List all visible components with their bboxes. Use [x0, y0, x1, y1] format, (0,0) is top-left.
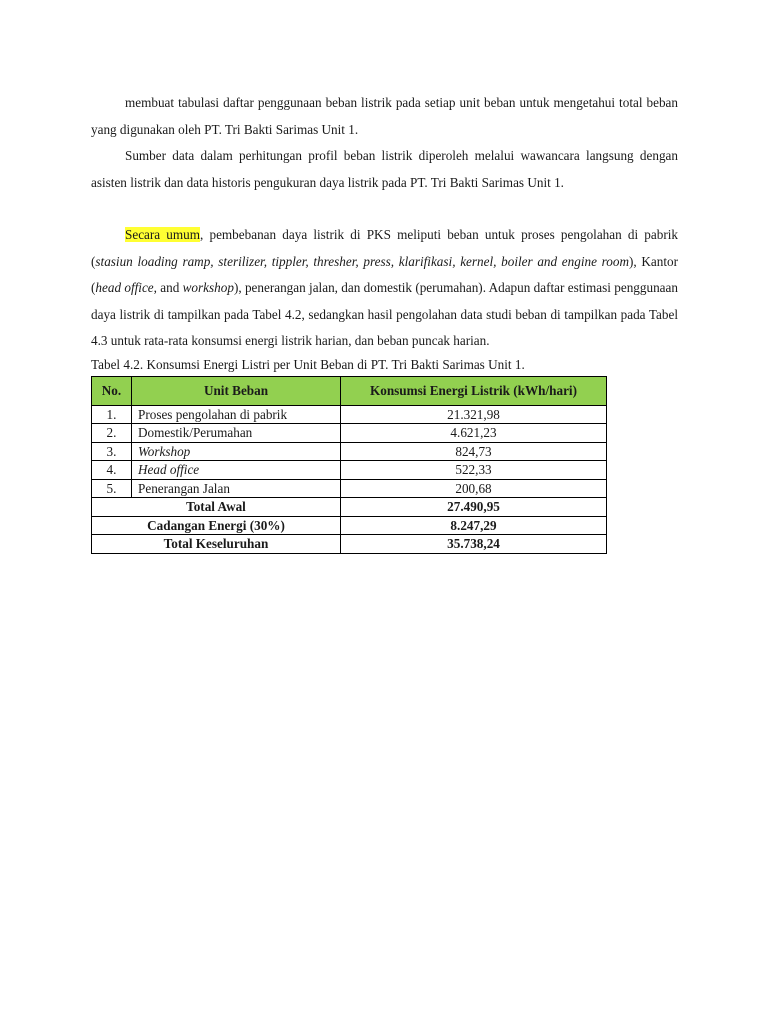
table-caption: Tabel 4.2. Konsumsi Energi Listri per Unit Beban di PT. Tri Bakti Sarimas Unit 1.	[91, 356, 525, 372]
row-unit: Domestik/Perumahan	[132, 424, 341, 443]
paragraph-text: ), Kantor (	[91, 253, 678, 295]
paragraph-tabulation: membuat tabulasi daftar penggunaan beban listrik pada setiap unit beban untuk mengetahui total beban yang digunakan oleh PT. Tri Bakti Sarimas Unit 1.	[91, 95, 678, 137]
row-value: 4.621,23	[341, 424, 607, 443]
table-total-row	[92, 498, 607, 517]
row-number: 1.	[92, 405, 132, 424]
paragraph-text: ), penerangan jalan, dan domestik (perumahan). Adapun daftar estimasi penggunaan daya listrik di tampilkan pada Tabel 4.2, sedangkan hasil pengolahan data studi beban di tampilkan pada Tabel 4.3 untuk rata-rata konsumsi energi listrik harian, dan beban puncak harian.	[91, 280, 678, 348]
row-number: 2.	[92, 424, 132, 443]
table-row	[92, 479, 607, 498]
row-number: 5.	[92, 479, 132, 498]
paragraph-load-overview	[91, 222, 678, 355]
row-value: 522,33	[341, 461, 607, 480]
row-unit	[132, 442, 341, 461]
table-row	[92, 424, 607, 443]
table-header-row	[92, 376, 607, 405]
table-row	[92, 442, 607, 461]
table-row	[92, 461, 607, 480]
highlighted-phrase: Secara umum	[125, 227, 201, 242]
italic-text: head office	[95, 280, 154, 295]
row-unit: Penerangan Jalan	[132, 479, 341, 498]
total-label: Total Awal	[92, 498, 341, 517]
total-label: Cadangan Energi (30%)	[92, 516, 341, 535]
row-unit-italic: Workshop	[138, 443, 191, 459]
paragraph-text: , and	[153, 280, 183, 295]
header-consumption: Konsumsi Energi Listrik (kWh/hari)	[341, 376, 607, 405]
paragraph-data-source: Sumber data dalam perhitungan profil beban listrik diperoleh melalui wawancara langsung dengan asisten listrik dan data historis pengukuran daya listrik pada PT. Tri Bakti Sarimas Unit 1.	[91, 148, 678, 190]
document-page	[91, 90, 678, 554]
header-unit: Unit Beban	[132, 376, 341, 405]
row-unit	[132, 461, 341, 480]
total-value: 35.738,24	[341, 535, 607, 554]
table-total-row	[92, 535, 607, 554]
row-unit: Proses pengolahan di pabrik	[132, 405, 341, 424]
total-label: Total Keseluruhan	[92, 535, 341, 554]
table-row	[92, 405, 607, 424]
row-value: 200,68	[341, 479, 607, 498]
row-unit-italic: Head office	[138, 462, 200, 478]
header-no: No.	[92, 376, 132, 405]
total-value: 8.247,29	[341, 516, 607, 535]
row-value: 21.321,98	[341, 405, 607, 424]
italic-text: stasiun loading ramp, sterilizer, tippler, thresher, press, klarifikasi, kernel, boiler and engine room	[95, 253, 629, 269]
italic-text: workshop	[182, 280, 234, 295]
table-total-row	[92, 516, 607, 535]
row-value: 824,73	[341, 442, 607, 461]
total-value: 27.490,95	[341, 498, 607, 517]
paragraph-text: , pembebanan daya listrik di PKS meliputi beban untuk proses pengolahan di pabrik (	[91, 227, 678, 269]
energy-consumption-table	[91, 376, 607, 554]
row-number: 3.	[92, 442, 132, 461]
row-number: 4.	[92, 461, 132, 480]
